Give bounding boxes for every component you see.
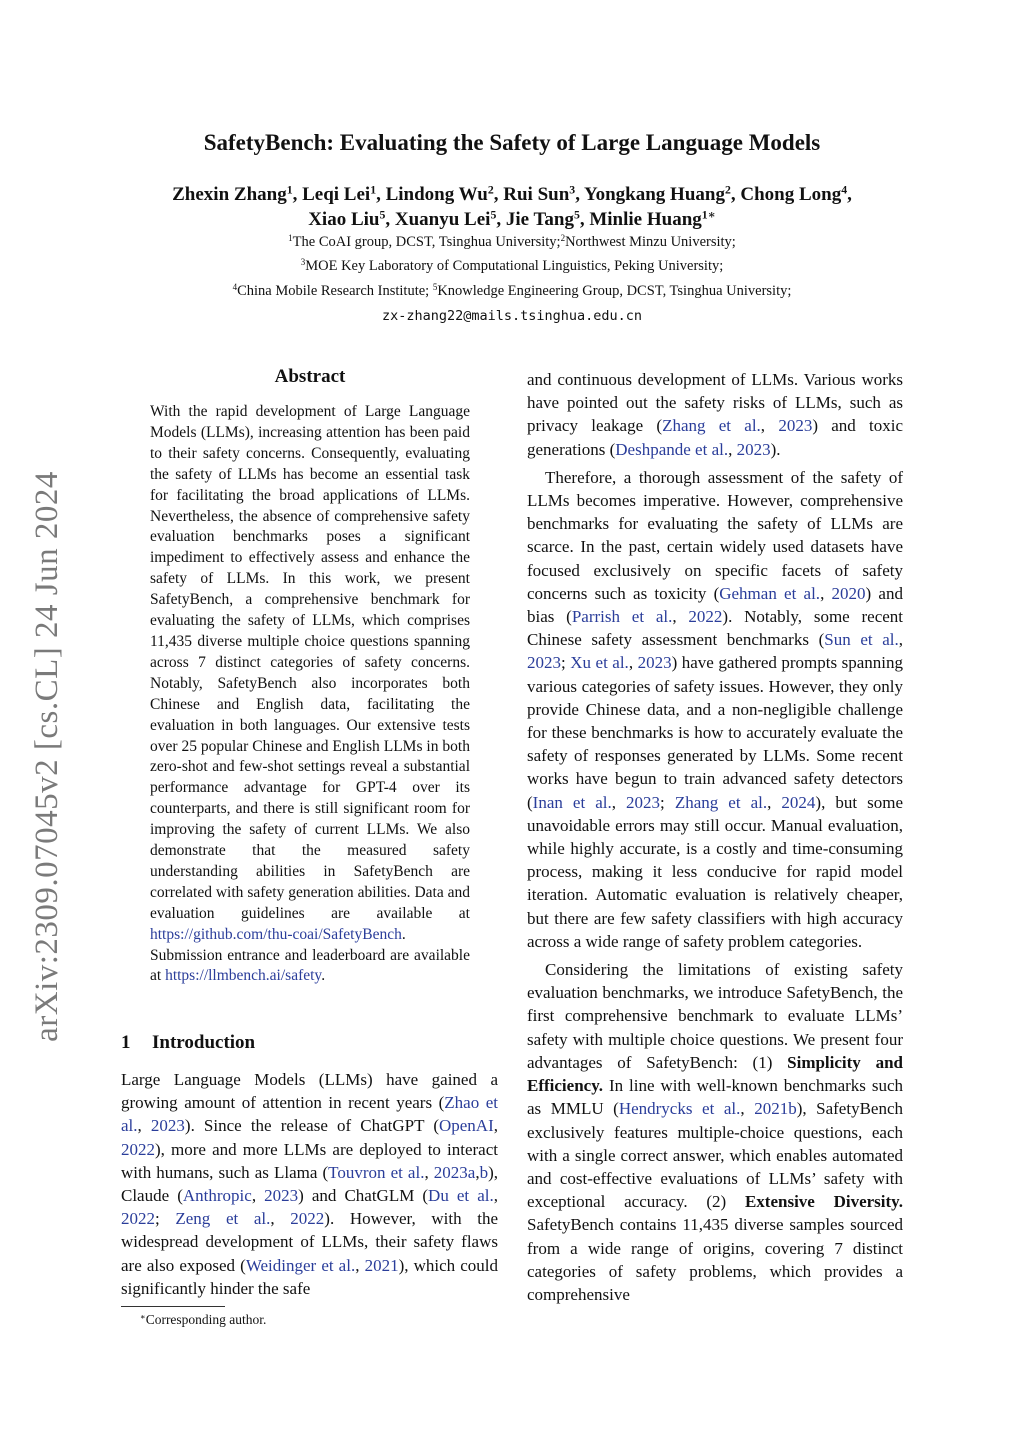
author-name: Xuanyu Lei <box>394 209 491 230</box>
author-separator: , <box>376 184 386 205</box>
citation-link[interactable]: 2020 <box>831 583 866 603</box>
citation-link[interactable]: 2022 <box>290 1209 325 1229</box>
author-name: Yongkang Huang <box>583 184 725 205</box>
body-text: ) and toxic generations ( <box>527 416 904 459</box>
affiliation-line-3 <box>100 283 924 300</box>
affiliation-line-1 <box>100 234 924 251</box>
body-text: ). Notably, some recent Chinese safety assessment benchmarks ( <box>527 607 904 650</box>
abstract-heading: Abstract <box>274 366 346 387</box>
citation-link[interactable]: Zeng et al. <box>175 1209 271 1229</box>
citation-link[interactable]: 2022 <box>688 607 723 627</box>
citation-link[interactable]: 2023 <box>264 1186 299 1206</box>
citation-link[interactable]: 2023 <box>778 416 813 436</box>
author-list <box>100 182 924 232</box>
intro-paragraph-right <box>527 958 903 1306</box>
citation-link[interactable]: 2023 <box>736 439 771 459</box>
body-text: , <box>355 1255 365 1275</box>
author-affiliation-mark: 1 <box>286 183 293 197</box>
abstract-text: With the rapid development of Large Language Models (LLMs), increasing attention has been paid to their safety concerns. Consequently, evaluating the safety of LLMs has become an essential task for facilitating the broad applications of LLMs. Nevertheless, the absence of comprehensive safety evaluation benchmarks poses a significant impediment to effectively assess and enhance the safety of LLMs. In this work, we present SafetyBench, a comprehensive benchmark for evaluating the safety of LLMs, which comprises 11,435 diverse multiple choice questions spanning across 7 distinct categories of safety concerns. Notably, SafetyBench also incorporates both Chinese and English data, facilitating the evaluation in both languages. Our extensive tests over 25 popular Chinese and English LLMs in both zero-shot and few-shot settings reveal a substantial performance advantage for GPT-4 over its counterparts, and there is still significant room for improving the safety of current LLMs. We also demonstrate that the measured safety understanding abilities in SafetyBench are correlated with safety generation abilities. Data and evaluation guidelines are available at <box>150 403 470 922</box>
citation-link[interactable]: OpenAI <box>438 1116 494 1136</box>
author-affiliation-mark: 3 <box>569 183 576 197</box>
citation-link[interactable]: 2023a <box>433 1162 476 1182</box>
citation-link[interactable]: 2023 <box>527 653 561 673</box>
footnote-rule <box>121 1306 225 1307</box>
author-affiliation-mark: 5 <box>573 208 580 222</box>
author-line-1 <box>100 182 924 207</box>
affiliation-mark: 5 <box>432 282 438 293</box>
citation-link[interactable]: Xu et al. <box>570 653 629 673</box>
body-text: , <box>628 653 638 673</box>
arxiv-stamp <box>28 456 66 1056</box>
body-text: ; <box>660 792 675 812</box>
bold-phrase: Extensive Diversity. <box>744 1192 903 1212</box>
body-text: ), but some unavoidable errors may still occur. Manual evaluation, while highly accurate, is a costly and time-consuming process, making it less conducive for rapid model iteration. Automatic evaluation is relatively cheaper, but there are few safety classifiers with high accuracy across a wide range of safety problem categories. <box>527 792 904 951</box>
body-text: , <box>760 416 779 436</box>
body-text: Therefore, a thorough assessment of the safety of LLMs becomes imperative. However, comprehensive benchmarks for evaluating the safety of LLMs are scarce. In the past, certain widely used datasets have focused exclusively on specific facets of safety concerns such as toxicity ( <box>527 467 903 603</box>
affiliation-text: Knowledge Engineering Group, DCST, Tsinghua University; <box>437 283 792 299</box>
footnote <box>140 1312 266 1328</box>
citation-link[interactable]: Zhang et al. <box>662 416 761 436</box>
body-text: Considering the limitations of existing safety evaluation benchmarks, we introduce SafetyBench, the first comprehensive benchmark to evaluate LLMs’ safety with multiple choice questions. We present four advantages of SafetyBench: (1) <box>527 960 903 1072</box>
arxiv-stamp-text: arXiv:2309.07045v2 [cs.CL] 24 Jun 2024 <box>28 470 65 1042</box>
affiliation-mark: 3 <box>300 257 306 268</box>
affiliation-mark: 2 <box>560 233 566 244</box>
section-title: Introduction <box>152 1032 256 1053</box>
citation-link[interactable]: Sun et al. <box>824 630 899 650</box>
abstract-text: . <box>321 967 326 985</box>
citation-link[interactable]: Zhang et al. <box>674 792 768 812</box>
body-text: , <box>740 1099 755 1119</box>
abstract-body <box>150 402 470 987</box>
author-separator: , <box>292 184 303 205</box>
body-text: ). <box>770 439 781 459</box>
body-text: , <box>898 630 903 650</box>
author-affiliation-mark: 2 <box>724 183 731 197</box>
author-name: Lindong Wu <box>385 184 488 205</box>
body-text: In line with well-known benchmarks such as MMLU ( <box>527 1076 903 1119</box>
affiliation-text: China Mobile Research Institute; <box>237 283 433 299</box>
citation-link[interactable]: 2023 <box>626 792 661 812</box>
author-separator: , <box>496 209 506 230</box>
author-affiliation-mark: 1 <box>370 183 377 197</box>
intro-paragraph-right <box>527 466 903 953</box>
author-affiliation-mark: 2 <box>487 183 494 197</box>
body-text: , <box>270 1209 291 1229</box>
affiliation-mark: 1 <box>288 233 293 244</box>
body-text: , <box>672 607 689 627</box>
body-text: , <box>424 1162 434 1182</box>
citation-link[interactable]: Anthropic <box>182 1186 252 1206</box>
section-number: 1 <box>121 1032 131 1053</box>
body-text: , <box>611 792 627 812</box>
affiliation-mark: 4 <box>232 282 238 293</box>
intro-paragraph-left <box>121 1068 498 1300</box>
body-text: ). Since the release of ChatGPT ( <box>184 1116 439 1136</box>
author-line-2 <box>100 207 924 232</box>
citation-link[interactable]: Deshpande et al. <box>615 439 729 459</box>
citation-link[interactable]: Inan et al. <box>532 792 612 812</box>
author-separator: , <box>579 209 590 230</box>
body-text: , <box>137 1116 151 1136</box>
author-name: Minlie Huang <box>589 209 702 230</box>
body-text: , <box>493 1186 498 1206</box>
body-text: ; <box>155 1209 176 1229</box>
body-text: ), more and more LLMs are deployed to interact with humans, such as Llama ( <box>121 1139 498 1182</box>
citation-link[interactable]: Touvron et al. <box>328 1162 425 1182</box>
body-text: , <box>820 583 832 603</box>
github-link[interactable]: https://github.com/thu-coai/SafetyBench <box>150 925 402 943</box>
body-text: ), SafetyBench exclusively features multiple-choice questions, each with a single correct answer, which enables automated and cost-effective evaluations of LLMs’ safety with exceptional accuracy. (2) <box>527 1099 904 1212</box>
citation-link[interactable]: Hendrycks et al. <box>618 1099 741 1119</box>
body-text: ). However, with the widespread development of LLMs, their safety flaws are also exposed ( <box>121 1209 499 1275</box>
author-separator: , <box>385 209 395 230</box>
body-text: Large Language Models (LLMs) have gained a growing amount of attention in recent years ( <box>121 1070 498 1113</box>
citation-link[interactable]: 2021 <box>364 1255 399 1275</box>
author-name: Jie Tang <box>505 209 574 230</box>
author-affiliation-mark: 1∗ <box>701 208 716 222</box>
body-text: ), which could significantly hinder the safe <box>121 1255 499 1298</box>
citation-link[interactable]: 2022 <box>121 1209 155 1229</box>
author-name: Leqi Lei <box>302 184 371 205</box>
author-separator: , <box>493 184 504 205</box>
leaderboard-link[interactable]: https://llmbench.ai/safety <box>165 967 322 985</box>
citation-link[interactable]: Zhao et al. <box>121 1093 498 1136</box>
citation-link[interactable]: 2022 <box>121 1139 155 1159</box>
citation-link[interactable]: b <box>479 1162 489 1182</box>
citation-link[interactable]: Gehman et al. <box>719 583 821 603</box>
abstract-text: . Submission entrance and leaderboard are available at <box>150 925 470 985</box>
citation-link[interactable]: 2023 <box>637 653 672 673</box>
intro-paragraph-right <box>527 368 903 461</box>
affiliation-text: Northwest Minzu University; <box>565 234 736 250</box>
body-text: ) have gathered prompts spanning various categories of safety issues. However, they only provide Chinese data, and a non-negligible challenge for these benchmarks is how to accurately evaluate the safety of responses generated by LLMs. Some recent works have begun to train advanced safety detectors ( <box>527 653 903 812</box>
contact-email[interactable]: zx-zhang22@mails.tsinghua.edu.cn <box>381 308 643 324</box>
author-affiliation-mark: 5 <box>490 208 497 222</box>
body-text: , <box>493 1116 498 1136</box>
citation-link[interactable]: 2023 <box>150 1116 185 1136</box>
author-name: Rui Sun <box>503 184 570 205</box>
author-name: Zhexin Zhang <box>172 184 287 205</box>
right-column <box>527 368 903 1311</box>
section-heading-introduction <box>121 1032 255 1054</box>
body-text: , <box>767 792 782 812</box>
body-text: ), Claude ( <box>121 1162 499 1206</box>
affiliation-line-2 <box>100 258 924 275</box>
body-text: ; <box>561 653 571 673</box>
paper-title: SafetyBench: Evaluating the Safety of Large Language Models <box>203 130 821 155</box>
author-affiliation-mark: 4 <box>841 183 848 197</box>
body-text: , <box>251 1186 265 1206</box>
author-affiliation-mark: 5 <box>379 208 386 222</box>
citation-link[interactable]: 2024 <box>781 792 816 812</box>
citation-link[interactable]: Du et al. <box>428 1186 494 1206</box>
author-separator: , <box>730 184 741 205</box>
author-separator: , <box>847 184 852 205</box>
citation-link[interactable]: Parrish et al. <box>571 607 673 627</box>
body-text: ) and ChatGLM ( <box>298 1186 429 1206</box>
author-separator: , <box>575 184 584 205</box>
body-text: , <box>475 1162 480 1182</box>
affiliation-text: MOE Key Laboratory of Computational Linguistics, Peking University; <box>305 258 724 274</box>
footnote-text: Corresponding author. <box>145 1312 267 1327</box>
body-text: and continuous development of LLMs. Various works have pointed out the safety risks of LLMs, such as privacy leakage ( <box>527 370 903 436</box>
body-text: ) and bias ( <box>527 583 903 627</box>
body-text: SafetyBench contains 11,435 diverse samples sourced from a wide range of origins, covering 7 distinct categories of safety problems, which provides a comprehensive <box>527 1215 903 1304</box>
footnote-mark: ∗ <box>140 1312 146 1322</box>
author-name: Chong Long <box>740 184 842 205</box>
bold-phrase: Simplicity and Efficiency. <box>527 1052 903 1096</box>
body-text: , <box>728 439 737 459</box>
citation-link[interactable]: 2021b <box>754 1099 797 1119</box>
citation-link[interactable]: Weidinger et al. <box>245 1255 356 1275</box>
author-name: Xiao Liu <box>308 209 380 230</box>
affiliation-text: The CoAI group, DCST, Tsinghua University; <box>292 234 561 250</box>
